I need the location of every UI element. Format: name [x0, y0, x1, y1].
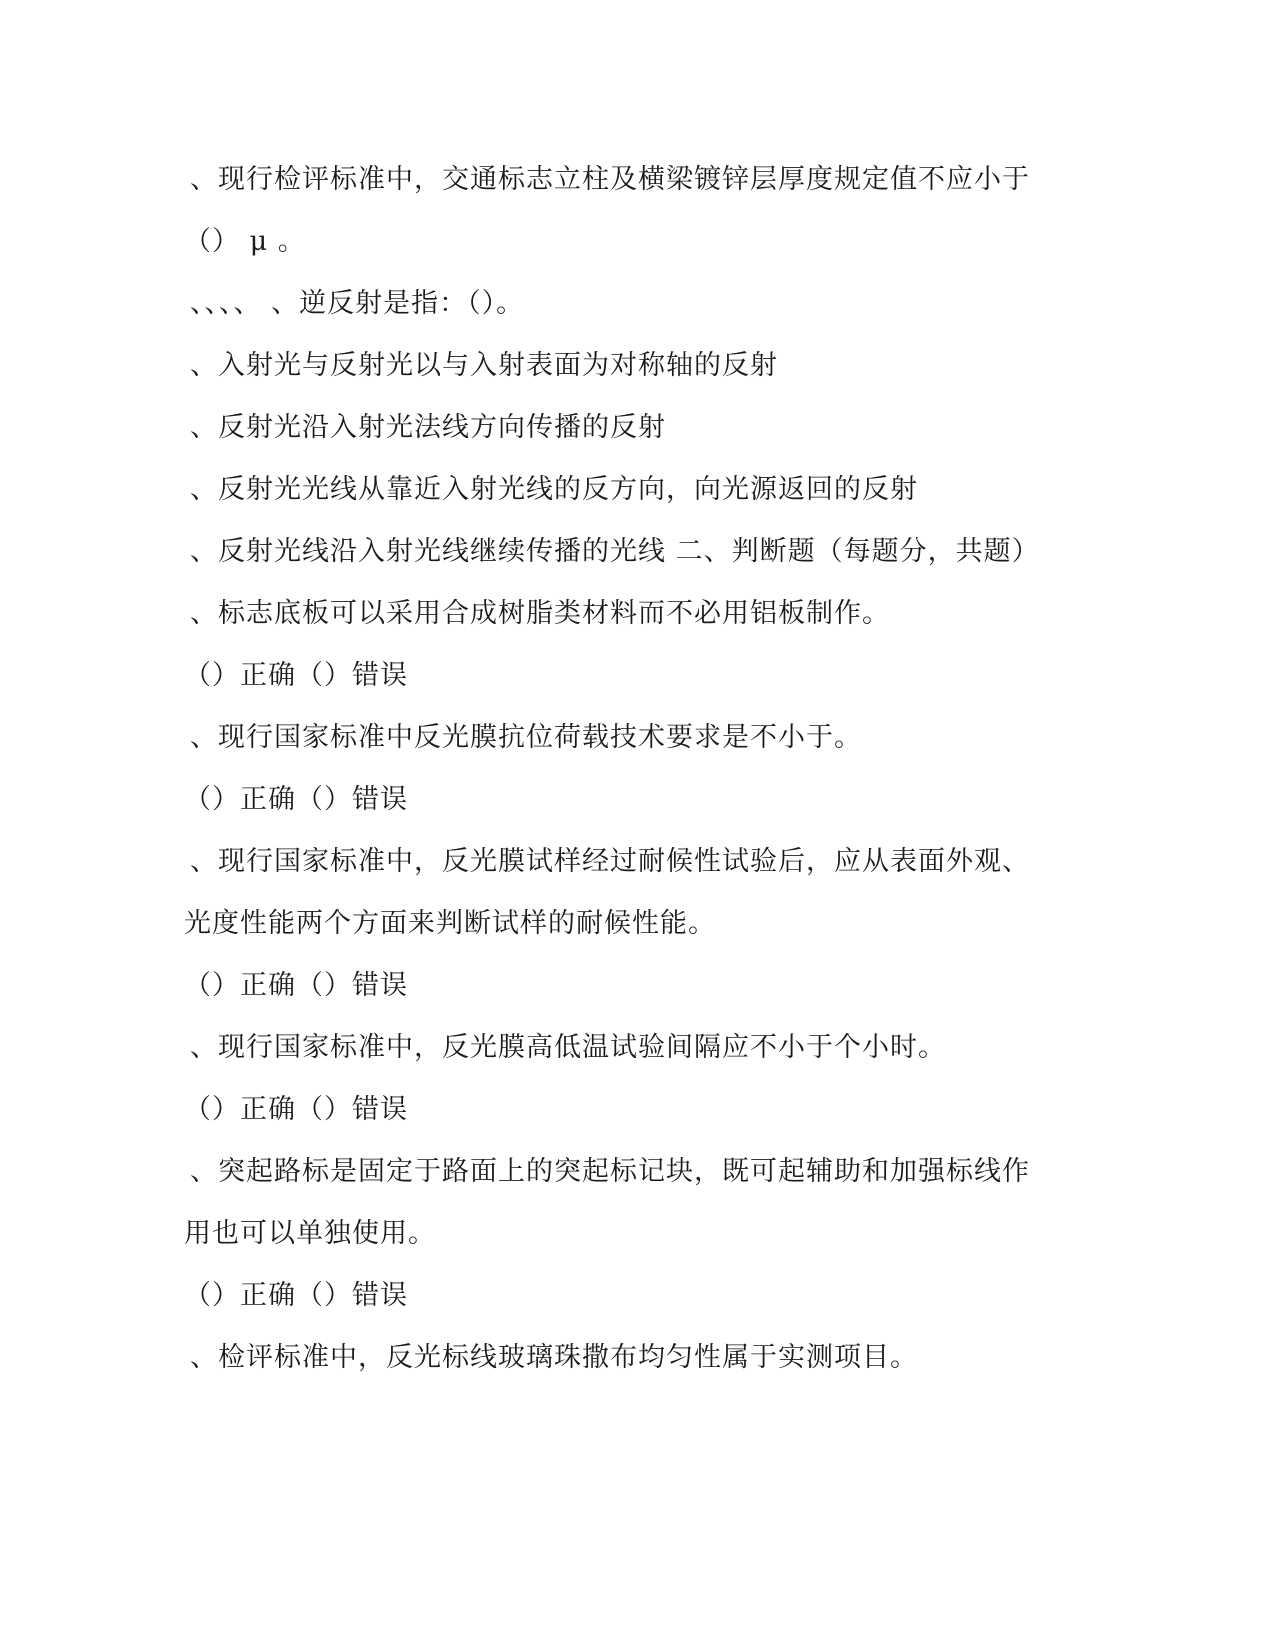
- question-text-continued: 光度性能两个方面来判断试样的耐候性能。: [184, 908, 716, 939]
- question-text: 、现行国家标准中，反光膜高低温试验间隔应不小于个小时。: [190, 1032, 946, 1063]
- true-false-options: （）正确（）错误: [184, 784, 408, 815]
- option-text: 、反射光光线从靠近入射光线的反方向，向光源返回的反射: [190, 474, 918, 505]
- question-text: 、检评标准中，反光标线玻璃珠撒布均匀性属于实测项目。: [190, 1342, 918, 1373]
- question-text: 、现行国家标准中反光膜抗位荷载技术要求是不小于。: [190, 722, 862, 753]
- true-false-options: （）正确（）错误: [184, 1094, 408, 1125]
- question-text-continued: 用也可以单独使用。: [184, 1218, 436, 1249]
- true-false-options: （）正确（）错误: [184, 1280, 408, 1311]
- question-text: 、突起路标是固定于路面上的突起标记块，既可起辅助和加强标线作: [190, 1156, 1030, 1187]
- question-text: 、标志底板可以采用合成树脂类材料而不必用铝板制作。: [190, 598, 890, 629]
- question-text: 、现行国家标准中，反光膜试样经过耐候性试验后，应从表面外观、: [190, 846, 1030, 877]
- option-text: 、反射光线沿入射光线继续传播的光线 二、判断题（每题分，共题）: [190, 536, 1040, 567]
- option-text: 、入射光与反射光以与入射表面为对称轴的反射: [190, 350, 778, 381]
- question-text: 、、、、 、逆反射是指：（）。: [190, 288, 525, 319]
- answer-blank: （） μ 。: [184, 226, 306, 257]
- option-text: 、反射光沿入射光法线方向传播的反射: [190, 412, 666, 443]
- true-false-options: （）正确（）错误: [184, 970, 408, 1001]
- question-text: 、现行检评标准中，交通标志立柱及横梁镀锌层厚度规定值不应小于: [190, 164, 1030, 195]
- true-false-options: （）正确（）错误: [184, 660, 408, 691]
